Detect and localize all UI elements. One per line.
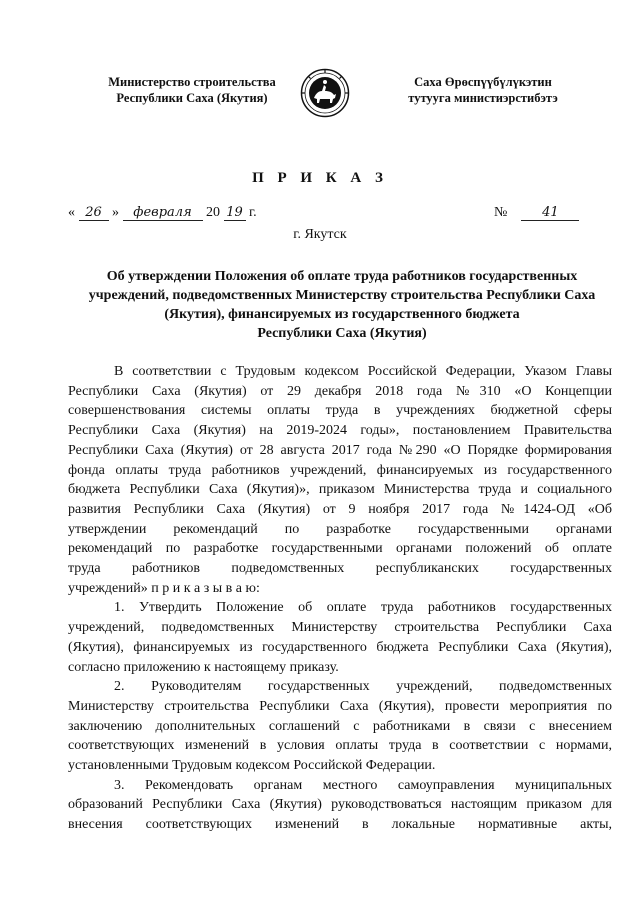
body-line: учреждений, подведомственных Министерству строительства Республики Саха [68, 620, 612, 636]
body-line: (Якутия), финансируемых из государственного бюджета Республики Саха (Якутия), [68, 639, 612, 655]
order-title: П Р И К А З [252, 170, 388, 186]
ministry-name-line: Республики Саха (Якутия) [116, 91, 268, 105]
date-day-handwritten: 26 [79, 206, 109, 221]
body-line: Министерству строительства Республики Саха (Якутия), провести мероприятия по [68, 698, 612, 714]
body-line: 1. Утвердить Положение об оплате труда работников государственных [114, 600, 612, 616]
body-line: соответствующих изменений в условия оплаты труда в соответствии с нормами, [68, 738, 612, 754]
document-title [72, 267, 612, 343]
ministry-name-line: тутууга министиэрстибэтэ [408, 91, 558, 105]
body-line: образований Республики Саха (Якутия) руководствоваться настоящим приказом для [68, 797, 612, 813]
body-line: Республики Саха (Якутия) на 2019-2024 годы», постановлением Правительства [68, 423, 612, 439]
body-line: согласно приложению к настоящему приказу. [68, 659, 339, 675]
order-number [494, 205, 579, 221]
document-title-line: учреждений, подведомственных Министерству строительства Республики Саха [88, 288, 596, 303]
body-line: заключению дополнительных соглашений с работниками в связи с внесением [68, 718, 612, 734]
coat-of-arms-icon [300, 68, 350, 118]
body-line: Республики Саха (Якутия) от 28 августа 2017 года №290 «О Порядке формирования [68, 442, 612, 458]
city-line: г. Якутск [293, 227, 347, 242]
body-line: труда работников подведомственных республиканских государственных [68, 561, 612, 577]
body-line: совершенствования системы оплаты труда в учреждениях бюджетной сферы [68, 403, 612, 419]
ministry-name-line: Министерство строительства [108, 75, 276, 89]
order-body [68, 362, 612, 835]
body-line: фонда оплаты труда работников учреждений, финансируемых из государственного [68, 462, 612, 478]
date-year-suffix: г. [249, 205, 257, 220]
body-line: развития Республики Саха (Якутия) от 9 ноября 2017 года №1424-ОД «Об [68, 501, 612, 517]
order-date [68, 205, 257, 221]
body-line: 2. Руководителям государственных учреждений, подведомственных [114, 679, 612, 695]
date-open-quote: « [68, 205, 75, 220]
document-title-line: (Якутия), финансируемых из государственного бюджета [164, 307, 520, 322]
body-line: В соответствии с Трудовым кодексом Российской Федерации, Указом Главы [114, 364, 612, 379]
date-year-handwritten: 19 [224, 206, 246, 221]
date-month-handwritten: февраля [123, 206, 203, 221]
number-label: № [494, 205, 508, 220]
body-line: утверждении рекомендаций по разработке государственными органами [68, 521, 612, 537]
date-year-prefix: 20 [206, 205, 220, 220]
body-line: бюджета Республики Саха (Якутия)», приказом Министерства труда и социального [68, 482, 612, 498]
body-line: 3. Рекомендовать органам местного самоуправления муниципальных [114, 777, 612, 793]
body-line: Республики Саха (Якутия) от 29 декабря 2018 года №310 «О Концепции [68, 383, 612, 399]
number-handwritten: 41 [521, 206, 579, 221]
ministry-name-line: Саха Өрөспүүбүлүкэтин [414, 75, 552, 89]
document-title-line: Об утверждении Положения об оплате труда работников государственных [106, 269, 578, 284]
ministry-name-yakut [388, 74, 578, 106]
ministry-name-russian [92, 74, 292, 106]
body-line: установленными Трудовым кодексом Российской Федерации. [68, 758, 436, 774]
body-line: учреждений» п р и к а з ы в а ю: [68, 580, 260, 596]
date-close-quote: » [112, 205, 119, 220]
body-line: рекомендаций по разработке государственными органами положений об оплате [68, 541, 612, 557]
document-title-line: Республики Саха (Якутия) [257, 326, 427, 341]
body-line: внесения соответствующих изменений в локальные нормативные акты, [68, 817, 612, 833]
